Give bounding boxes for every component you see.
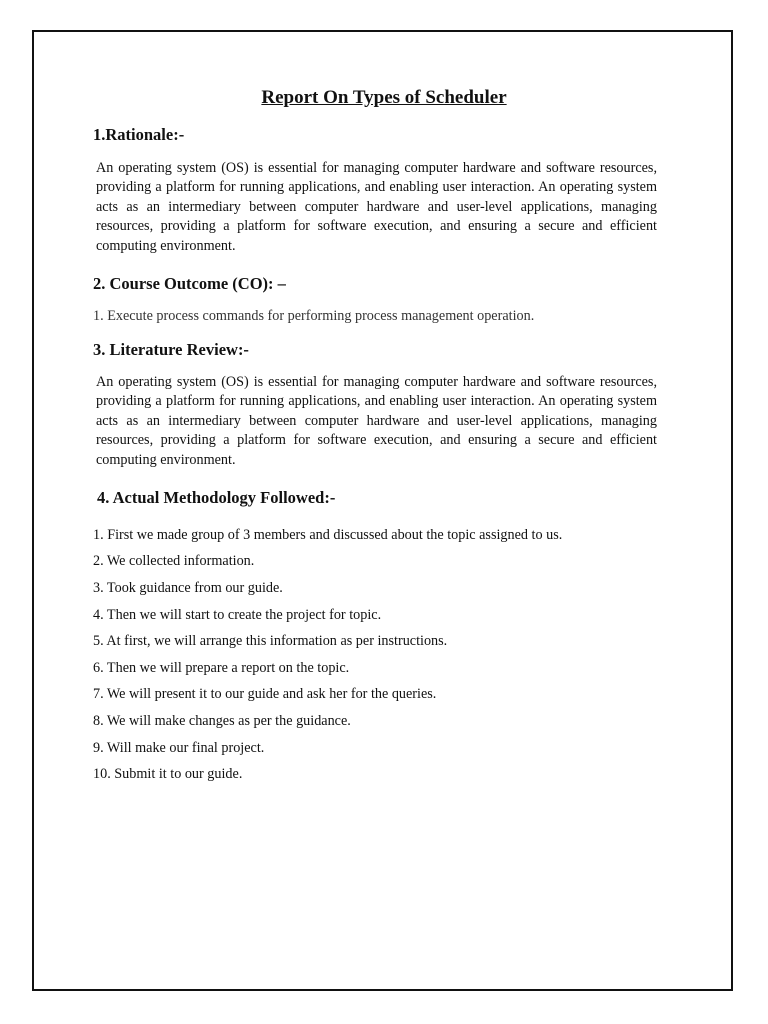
methodology-list-item: 6. Then we will prepare a report on the topic. [93, 660, 350, 676]
document-title: Report On Types of Scheduler [261, 87, 507, 108]
section-heading-rationale: 1.Rationale:- [93, 125, 185, 144]
section-heading-methodology: 4. Actual Methodology Followed:- [97, 488, 336, 507]
methodology-list-item: 1. First we made group of 3 members and discussed about the topic assigned to us. [93, 527, 563, 543]
methodology-list-item: 7. We will present it to our guide and ask her for the queries. [93, 686, 437, 702]
section-body-literature-review: An operating system (OS) is essential for managing computer hardware and software resources, providing a platform for running applications, and enabling user interaction. An operating system acts as an intermediary between computer hardware and user-level applications, managing resources, providing a platform for software execution, and ensuring a secure and efficient computing environment. [96, 374, 657, 468]
methodology-list-item: 2. We collected information. [93, 553, 255, 569]
section-heading-literature-review: 3. Literature Review:- [93, 340, 249, 359]
methodology-list-item: 8. We will make changes as per the guidance. [93, 713, 351, 729]
section-heading-course-outcome: 2. Course Outcome (CO): – [93, 274, 286, 293]
methodology-list-item: 5. At first, we will arrange this information as per instructions. [93, 633, 448, 649]
methodology-list-item: 10. Submit it to our guide. [93, 766, 243, 782]
methodology-list-item: 3. Took guidance from our guide. [93, 580, 283, 596]
methodology-list-item: 9. Will make our final project. [93, 740, 265, 756]
methodology-list-item: 4. Then we will start to create the project for topic. [93, 607, 382, 623]
course-outcome-item: 1. Execute process commands for performing process management operation. [93, 308, 535, 324]
section-body-rationale: An operating system (OS) is essential for managing computer hardware and software resources, providing a platform for running applications, and enabling user interaction. An operating system acts as an intermediary between computer hardware and user-level applications, managing resources, providing a platform for software execution, and ensuring a secure and efficient computing environment. [96, 160, 657, 254]
